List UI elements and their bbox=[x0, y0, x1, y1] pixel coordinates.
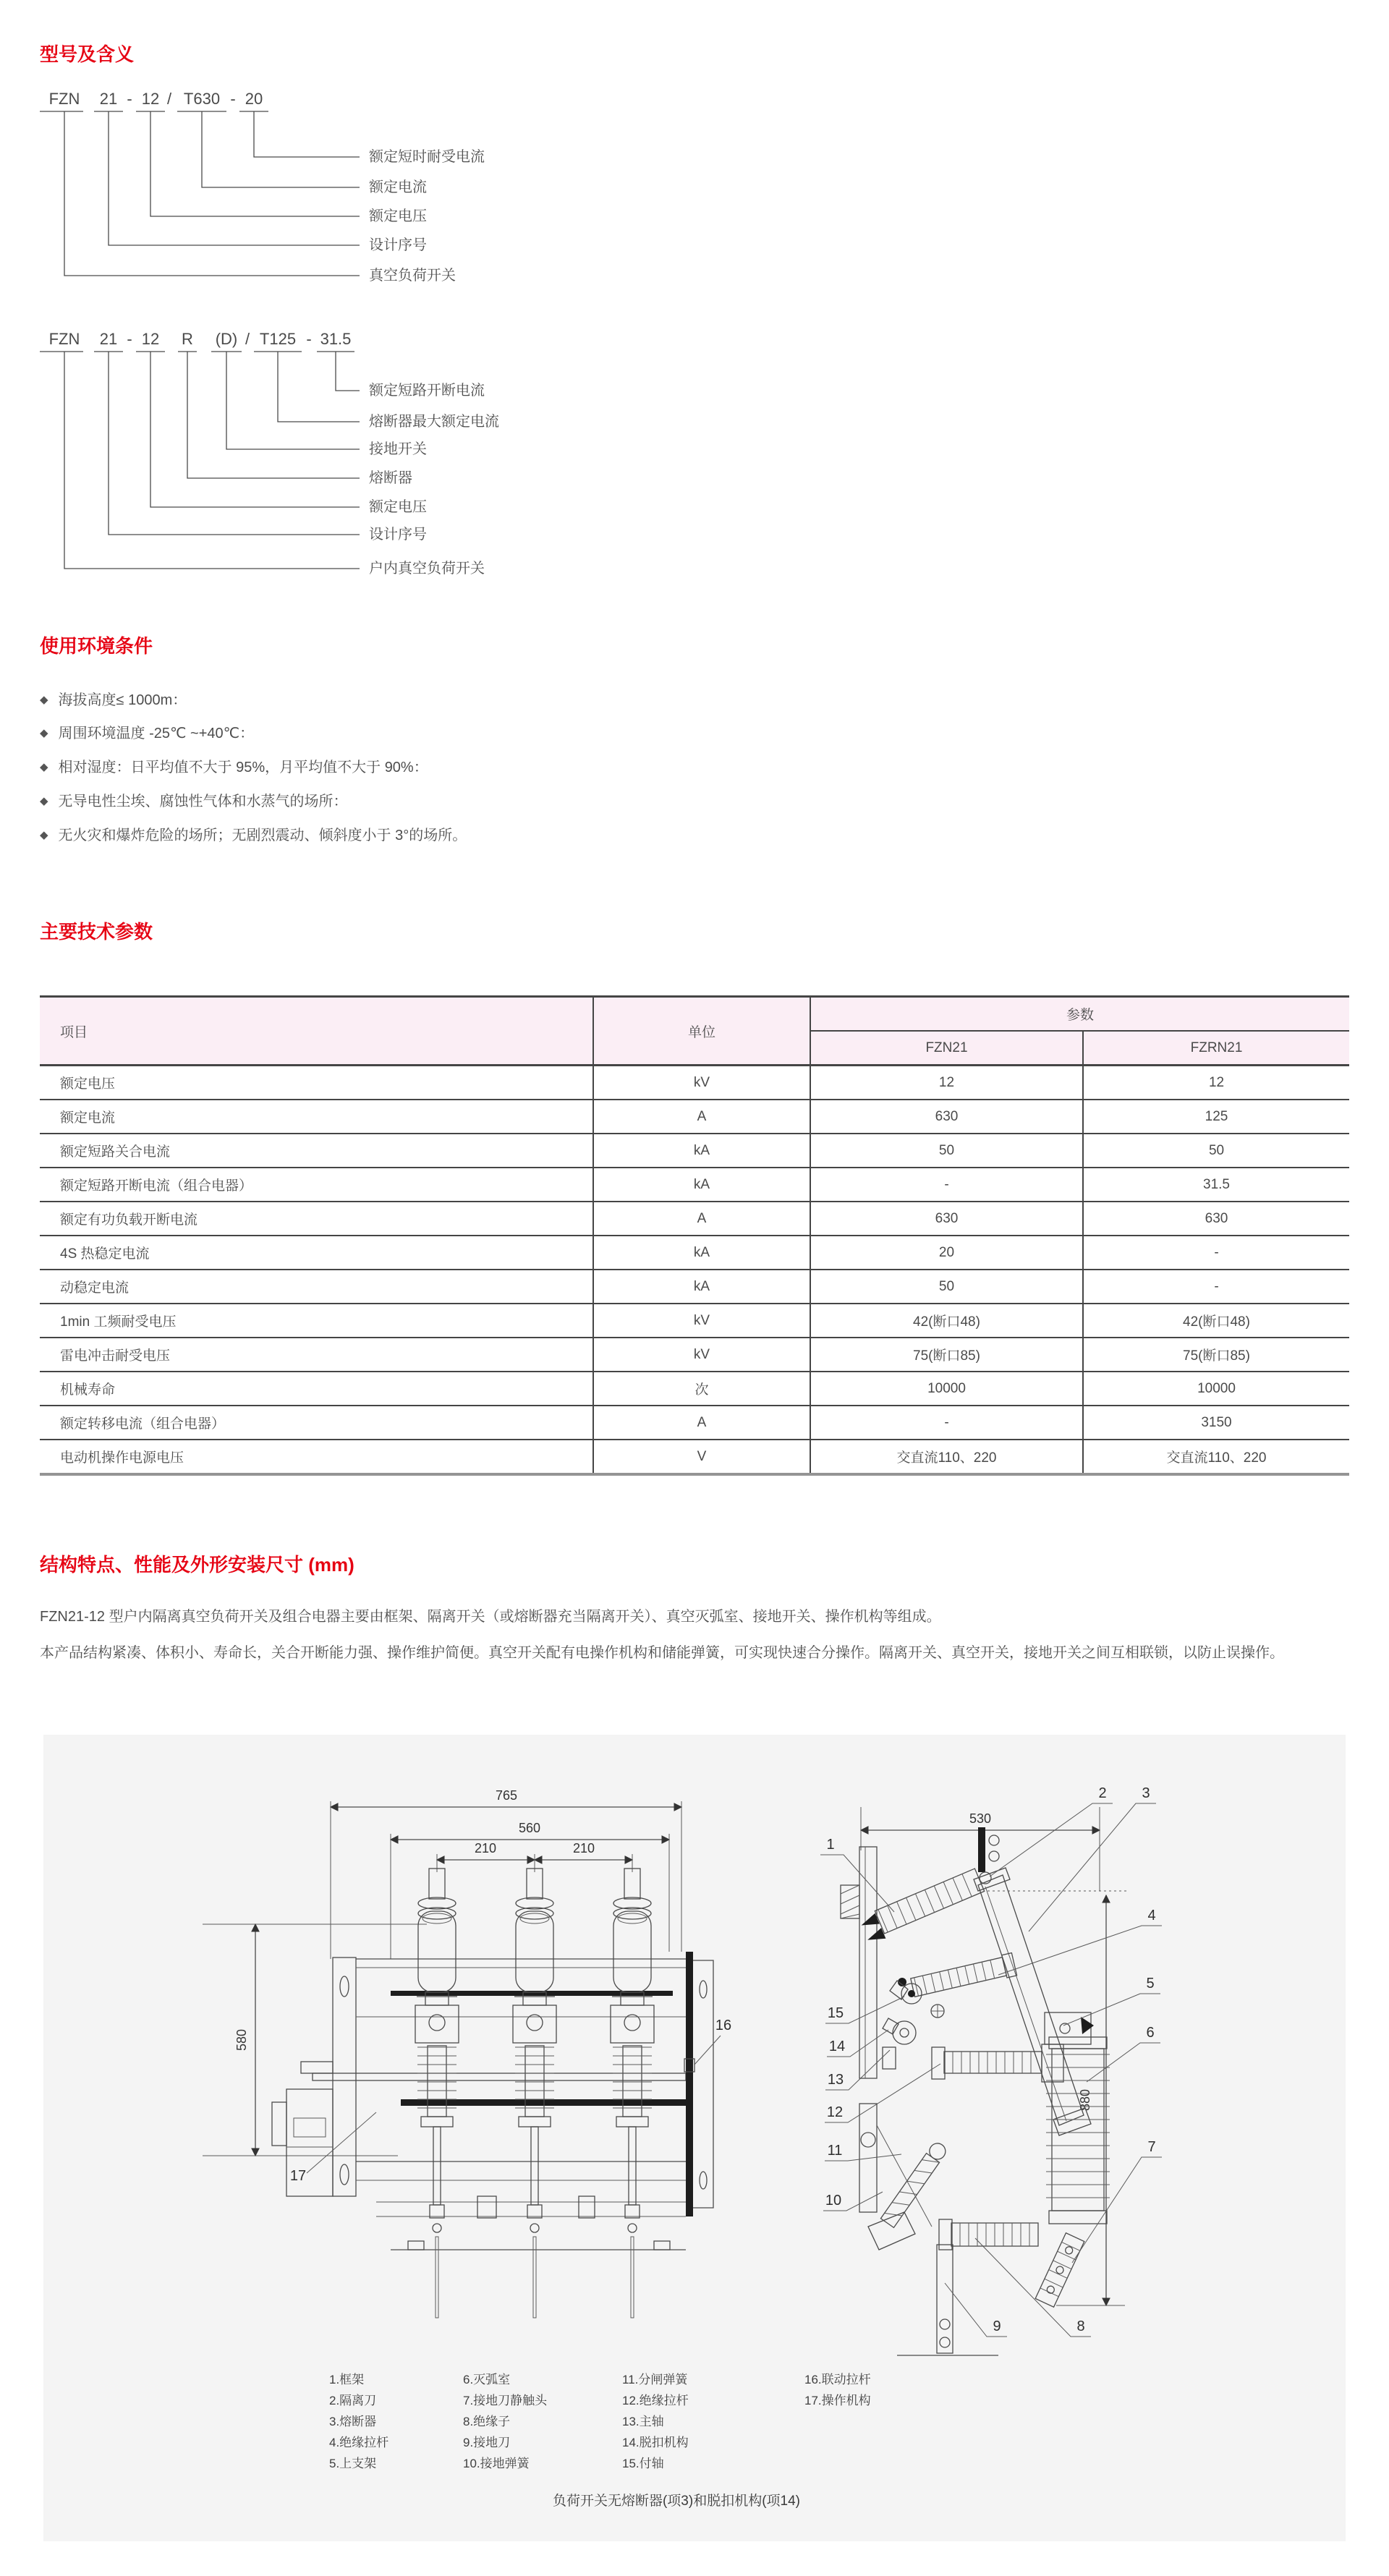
callout-11: 11 bbox=[827, 2143, 843, 2159]
legend-column-3 bbox=[622, 2369, 689, 2474]
table-row bbox=[40, 1338, 1349, 1372]
cell-item: 电动机操作电源电压 bbox=[60, 1450, 184, 1466]
table-row bbox=[40, 1440, 1349, 1474]
cell-fzn21: - bbox=[810, 1406, 1083, 1440]
cell-item: 动稳定电流 bbox=[60, 1280, 129, 1296]
legend-column-4 bbox=[804, 2369, 871, 2411]
model2-label: 户内真空负荷开关 bbox=[369, 561, 485, 577]
drawing-panel bbox=[43, 1735, 1346, 2541]
model1-sep-dash2: - bbox=[230, 90, 236, 108]
model2-sep-dash1: - bbox=[127, 330, 132, 348]
cell-fzn21: 630 bbox=[810, 1100, 1083, 1134]
parameters-table bbox=[40, 995, 1349, 1476]
cell-fzn21: 50 bbox=[810, 1134, 1083, 1168]
model2-seg-r: R bbox=[182, 330, 193, 348]
cell-item: 额定转移电流（组合电器） bbox=[60, 1416, 226, 1432]
model2-label: 额定电压 bbox=[369, 499, 427, 515]
dim-height: 880 bbox=[1078, 2088, 1092, 2112]
side-view-drawing bbox=[796, 1764, 1201, 2357]
cell-fzrn21: 31.5 bbox=[1083, 1168, 1349, 1202]
cell-item: 机械寿命 bbox=[60, 1382, 116, 1398]
callout-13: 13 bbox=[827, 2072, 844, 2088]
cell-unit: A bbox=[593, 1100, 810, 1134]
callout-9: 9 bbox=[993, 2318, 1001, 2334]
table-row bbox=[40, 1168, 1349, 1202]
model2-seg-12: 12 bbox=[141, 330, 160, 348]
table-row bbox=[40, 1236, 1349, 1270]
callout-16: 16 bbox=[715, 2018, 732, 2033]
cell-fzrn21: 50 bbox=[1083, 1134, 1349, 1168]
section-title-model: 型号及含义 bbox=[40, 43, 135, 65]
legend-item: 13.主轴 bbox=[622, 2415, 664, 2428]
callout-2: 2 bbox=[1098, 1785, 1107, 1801]
cell-unit: 次 bbox=[593, 1372, 810, 1406]
model1-seg-t630: T630 bbox=[183, 90, 221, 108]
cell-unit: A bbox=[593, 1202, 810, 1236]
legend-item: 11.分闸弹簧 bbox=[622, 2373, 688, 2386]
legend-item: 9.接地刀 bbox=[463, 2436, 511, 2449]
cell-item: 额定短路关合电流 bbox=[60, 1144, 171, 1160]
cell-fzn21: 10000 bbox=[810, 1372, 1083, 1406]
callout-5: 5 bbox=[1146, 1976, 1155, 1991]
model1-seg-fzn: FZN bbox=[48, 90, 80, 108]
drawing-caption: 负荷开关无熔断器(项3)和脱扣机构(项14) bbox=[552, 2494, 800, 2509]
callout-6: 6 bbox=[1146, 2025, 1155, 2041]
callout-4: 4 bbox=[1147, 1908, 1156, 1924]
callout-3: 3 bbox=[1142, 1785, 1150, 1801]
model1-labels bbox=[369, 148, 485, 284]
model2-label: 接地开关 bbox=[369, 441, 427, 457]
callout-1: 1 bbox=[826, 1837, 835, 1853]
table-row bbox=[40, 1304, 1349, 1338]
cell-fzrn21: - bbox=[1083, 1270, 1349, 1304]
model2-seg-315: 31.5 bbox=[320, 330, 352, 348]
cell-fzrn21: 12 bbox=[1083, 1066, 1349, 1100]
model1-sep-slash: / bbox=[166, 90, 172, 108]
cell-fzrn21: 交直流110、220 bbox=[1083, 1440, 1349, 1474]
legend-column-2 bbox=[463, 2369, 547, 2474]
diamond-bullet-icon: ◆ bbox=[40, 795, 48, 807]
section-title-parameters: 主要技术参数 bbox=[40, 921, 153, 943]
legend-item: 15.付轴 bbox=[622, 2457, 664, 2470]
diamond-bullet-icon: ◆ bbox=[40, 694, 48, 706]
callout-7: 7 bbox=[1147, 2139, 1156, 2155]
legend-item: 14.脱扣机构 bbox=[622, 2436, 689, 2449]
model1-label: 额定电压 bbox=[369, 208, 427, 224]
diamond-bullet-icon: ◆ bbox=[40, 761, 48, 773]
callout-14: 14 bbox=[828, 2039, 846, 2054]
cell-unit: kV bbox=[593, 1066, 810, 1100]
table-header-row-1 bbox=[40, 997, 1349, 1032]
legend-item: 1.框架 bbox=[329, 2373, 365, 2386]
cell-unit: kV bbox=[593, 1338, 810, 1372]
model2-sep-slash: / bbox=[245, 330, 250, 348]
cell-unit: kA bbox=[593, 1236, 810, 1270]
model2-label: 设计序号 bbox=[369, 527, 427, 543]
cell-unit: A bbox=[593, 1406, 810, 1440]
legend-item: 10.接地弹簧 bbox=[463, 2457, 530, 2470]
model1-breakdown-diagram bbox=[29, 85, 752, 310]
table-row bbox=[40, 1270, 1349, 1304]
callout-15: 15 bbox=[827, 2005, 844, 2021]
dim-inner-width: 560 bbox=[518, 1821, 541, 1835]
cell-fzn21: 42(断口48) bbox=[810, 1304, 1083, 1338]
cell-fzn21: 20 bbox=[810, 1236, 1083, 1270]
cell-fzrn21: 75(断口85) bbox=[1083, 1338, 1349, 1372]
env-item-text: 周围环境温度 -25℃ ~+40℃： bbox=[58, 726, 255, 741]
callout-8: 8 bbox=[1076, 2318, 1085, 2334]
env-item bbox=[40, 755, 428, 775]
col-header-fzrn21: FZRN21 bbox=[1083, 1031, 1349, 1066]
cell-fzn21: 交直流110、220 bbox=[810, 1440, 1083, 1474]
model2-sep-dash2: - bbox=[306, 330, 312, 348]
dim-width: 530 bbox=[969, 1811, 992, 1826]
cell-unit: kA bbox=[593, 1134, 810, 1168]
model2-code bbox=[40, 330, 354, 352]
callout-10: 10 bbox=[825, 2193, 842, 2209]
cell-item: 4S 热稳定电流 bbox=[60, 1246, 150, 1262]
env-item-text: 无火灾和爆炸危险的场所；无剧烈震动、倾斜度小于 3°的场所。 bbox=[58, 828, 467, 843]
cell-item: 额定电流 bbox=[60, 1110, 116, 1126]
cell-fzn21: 50 bbox=[810, 1270, 1083, 1304]
model1-label: 额定电流 bbox=[369, 179, 427, 195]
table-row bbox=[40, 1406, 1349, 1440]
legend-item: 2.隔离刀 bbox=[329, 2394, 377, 2407]
callouts bbox=[820, 1785, 1162, 2337]
legend-item: 4.绝缘拉杆 bbox=[329, 2436, 389, 2449]
dim-total-width: 765 bbox=[495, 1788, 518, 1803]
cell-fzrn21: 42(断口48) bbox=[1083, 1304, 1349, 1338]
table-row bbox=[40, 1066, 1349, 1100]
cell-unit: kA bbox=[593, 1270, 810, 1304]
table-row bbox=[40, 1100, 1349, 1134]
env-item bbox=[40, 721, 254, 741]
dim-pitch-1: 210 bbox=[474, 1841, 497, 1856]
col-header-unit: 单位 bbox=[593, 997, 810, 1066]
model1-seg-12: 12 bbox=[141, 90, 160, 108]
model1-branch-lines bbox=[64, 111, 360, 276]
legend-item: 5.上支架 bbox=[329, 2457, 377, 2470]
model2-seg-d: (D) bbox=[215, 330, 238, 348]
cell-item: 额定电压 bbox=[60, 1076, 116, 1092]
callout-17: 17 bbox=[289, 2168, 307, 2184]
model1-seg-20: 20 bbox=[245, 90, 263, 108]
model1-label: 真空负荷开关 bbox=[369, 268, 456, 284]
cell-fzrn21: 125 bbox=[1083, 1100, 1349, 1134]
cell-item: 额定短路开断电流（组合电器） bbox=[60, 1178, 253, 1194]
col-header-fzn21: FZN21 bbox=[810, 1031, 1083, 1066]
legend-item: 12.绝缘拉杆 bbox=[622, 2394, 689, 2407]
section-title-environment: 使用环境条件 bbox=[40, 635, 153, 657]
legend-item: 17.操作机构 bbox=[804, 2394, 871, 2407]
col-header-params: 参数 bbox=[810, 997, 1349, 1032]
cell-item: 额定有功负载开断电流 bbox=[60, 1212, 198, 1228]
cell-fzrn21: 3150 bbox=[1083, 1406, 1349, 1440]
diamond-bullet-icon: ◆ bbox=[40, 829, 48, 841]
env-item-text: 海拔高度≤ 1000m： bbox=[58, 692, 187, 708]
cell-item: 1min 工频耐受电压 bbox=[60, 1314, 177, 1330]
model2-seg-fzn: FZN bbox=[48, 330, 80, 348]
side-mechanism bbox=[841, 1827, 1110, 2355]
model1-label: 额定短时耐受电流 bbox=[369, 149, 485, 165]
cell-unit: kA bbox=[593, 1168, 810, 1202]
cell-unit: kV bbox=[593, 1304, 810, 1338]
model2-branch-lines bbox=[64, 352, 360, 569]
model2-label: 额定短路开断电流 bbox=[369, 383, 485, 399]
model2-labels bbox=[369, 382, 499, 577]
switch-frame bbox=[313, 1952, 713, 2250]
model2-breakdown-diagram bbox=[29, 324, 752, 613]
cell-fzrn21: 10000 bbox=[1083, 1372, 1349, 1406]
legend-item: 3.熔断器 bbox=[329, 2415, 377, 2428]
model1-sep-dash1: - bbox=[127, 90, 132, 108]
cell-fzrn21: - bbox=[1083, 1236, 1349, 1270]
section-title-structure: 结构特点、性能及外形安装尺寸 (mm) bbox=[40, 1554, 354, 1576]
model1-label: 设计序号 bbox=[369, 237, 427, 253]
dim-height: 580 bbox=[234, 2028, 249, 2052]
col-header-item: 项目 bbox=[40, 997, 593, 1066]
structure-paragraph-1: FZN21-12 型户内隔离真空负荷开关及组合电器主要由框架、隔离开关（或熔断器充当隔离开关）、真空灭弧室、接地开关、操作机构等组成。 bbox=[40, 1609, 941, 1625]
cell-unit: V bbox=[593, 1440, 810, 1474]
model2-seg-21: 21 bbox=[99, 330, 118, 348]
env-item-text: 无导电性尘埃、腐蚀性气体和水蒸气的场所： bbox=[58, 794, 348, 809]
legend-item: 16.联动拉杆 bbox=[804, 2373, 871, 2386]
dim-pitch-2: 210 bbox=[572, 1841, 595, 1856]
env-item bbox=[40, 823, 467, 843]
front-view-drawing bbox=[116, 1778, 767, 2357]
cell-fzn21: 630 bbox=[810, 1202, 1083, 1236]
table-row bbox=[40, 1134, 1349, 1168]
cell-fzn21: - bbox=[810, 1168, 1083, 1202]
table-row bbox=[40, 1202, 1349, 1236]
cell-fzn21: 75(断口85) bbox=[810, 1338, 1083, 1372]
env-item-text: 相对湿度：日平均值不大于 95%，月平均值不大于 90%： bbox=[58, 760, 428, 775]
cell-fzrn21: 630 bbox=[1083, 1202, 1349, 1236]
legend-item: 7.接地刀静触头 bbox=[463, 2394, 548, 2407]
table-row bbox=[40, 1372, 1349, 1406]
legend-column-1 bbox=[329, 2369, 388, 2474]
model2-seg-t125: T125 bbox=[259, 330, 297, 348]
model2-label: 熔断器最大额定电流 bbox=[369, 414, 499, 430]
callout-12: 12 bbox=[826, 2104, 844, 2120]
env-item bbox=[40, 688, 187, 708]
model1-code bbox=[40, 90, 268, 111]
legend-item: 8.绝缘子 bbox=[463, 2415, 511, 2428]
cell-fzn21: 12 bbox=[810, 1066, 1083, 1100]
model2-label: 熔断器 bbox=[369, 470, 412, 486]
env-item bbox=[40, 789, 348, 809]
model1-seg-21: 21 bbox=[99, 90, 118, 108]
structure-paragraph-2: 本产品结构紧凑、体积小、寿命长，关合开断能力强、操作维护简便。真空开关配有电操作机构和储能弹簧，可实现快速合分操作。隔离开关、真空开关，接地开关之间互相联锁，以防止误操作。 bbox=[40, 1645, 1284, 1661]
diamond-bullet-icon: ◆ bbox=[40, 727, 48, 739]
legend-item: 6.灭弧室 bbox=[463, 2373, 511, 2386]
cell-item: 雷电冲击耐受电压 bbox=[60, 1348, 171, 1364]
